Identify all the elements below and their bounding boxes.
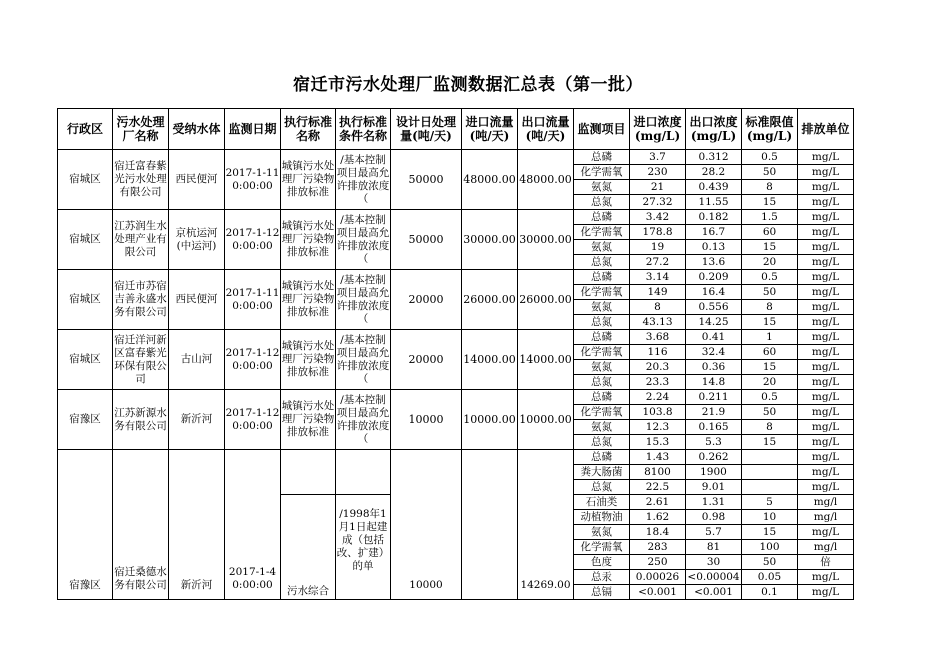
standard-name-cell-text: 城镇污水处理厂污染物排放标准 [281, 160, 335, 198]
item-cell: 总氮 [574, 195, 630, 210]
limit-cell: 15 [742, 525, 798, 540]
limit-cell [742, 480, 798, 495]
col-header: 执行标准名称 [281, 109, 336, 150]
monitor-date-cell-text: 2017-1-12 0:00:00 [225, 346, 280, 372]
limit-cell: 0.5 [742, 270, 798, 285]
district-cell-text: 宿豫区 [69, 578, 101, 591]
item-cell: 氨氮 [574, 180, 630, 195]
col-header: 监测日期 [225, 109, 281, 150]
outlet-conc-cell: 14.25 [686, 315, 742, 330]
unit-cell: mg/L [798, 300, 854, 315]
limit-cell [742, 465, 798, 480]
design-capacity-cell-text: 20000 [408, 293, 444, 306]
item-cell: 总磷 [574, 450, 630, 465]
outlet-conc-cell: 0.262 [686, 450, 742, 465]
standard-condition-cell [336, 270, 391, 330]
outflow-cell-text: 48000.00 [519, 173, 572, 186]
outlet-conc-cell: 0.312 [686, 150, 742, 165]
inlet-conc-cell: 178.8 [630, 225, 686, 240]
item-cell: 化学需氧 [574, 165, 630, 180]
limit-cell: 15 [742, 315, 798, 330]
inlet-conc-cell: 15.3 [630, 435, 686, 450]
monitoring-table [57, 108, 854, 600]
standard-condition-cell-text: /基本控制项目最高允许排放浓度（ [336, 213, 390, 265]
water-body-cell [169, 150, 225, 210]
table-row [58, 150, 854, 165]
outlet-conc-cell: 16.4 [686, 285, 742, 300]
inlet-conc-cell: 283 [630, 540, 686, 555]
outlet-conc-cell: 5.3 [686, 435, 742, 450]
design-capacity-cell [391, 150, 462, 210]
monitor-date-cell [225, 330, 281, 390]
outlet-conc-cell: 0.211 [686, 390, 742, 405]
inlet-conc-cell: 230 [630, 165, 686, 180]
standard-name-text: 污水综合 [287, 585, 329, 597]
inlet-conc-cell: 8 [630, 300, 686, 315]
district-cell-text: 宿豫区 [69, 413, 101, 425]
inlet-conc-cell: 22.5 [630, 480, 686, 495]
design-capacity-cell [391, 450, 462, 600]
limit-cell: 60 [742, 345, 798, 360]
outflow-text: 14269.00 [520, 578, 571, 591]
monitor-date-cell [225, 450, 281, 600]
item-cell: 总汞 [574, 570, 630, 585]
standard-name-cell-text: 城镇污水处理厂污染物排放标准 [281, 280, 335, 318]
outflow-cell [518, 270, 574, 330]
outflow-cell-text: 10000.00 [519, 413, 572, 426]
unit-cell: mg/L [798, 240, 854, 255]
district-cell-text: 宿城区 [69, 173, 101, 185]
inlet-conc-cell: 0.00026 [630, 570, 686, 585]
water-body-cell-text: 西民便河 [175, 293, 218, 305]
inflow-cell-text: 14000.00 [463, 353, 516, 366]
monitor-date-cell-text: 2017-1-12 0:00:00 [225, 406, 280, 432]
unit-cell: mg/L [798, 150, 854, 165]
outflow-cell [518, 150, 574, 210]
monitor-date-cell-text: 2017-1-11 0:00:00 [225, 166, 280, 192]
plant-name-cell [113, 210, 169, 270]
district-cell-text: 宿城区 [69, 353, 101, 365]
table-row [58, 390, 854, 405]
outflow-cell [518, 390, 574, 450]
outlet-conc-cell: <0.001 [686, 585, 742, 600]
outlet-conc-cell: 16.7 [686, 225, 742, 240]
unit-cell: 倍 [798, 555, 854, 570]
limit-cell: 0.5 [742, 150, 798, 165]
standard-name-cell-text: 城镇污水处理厂污染物排放标准 [281, 220, 335, 258]
district-cell-text: 宿城区 [69, 233, 101, 245]
item-cell: 总氮 [574, 435, 630, 450]
design-capacity-cell-text: 50000 [408, 233, 444, 246]
water-body-cell-text: 西民便河 [175, 173, 218, 185]
unit-cell: mg/L [798, 465, 854, 480]
item-cell: 总氮 [574, 480, 630, 495]
outlet-conc-cell: 32.4 [686, 345, 742, 360]
water-body-cell [169, 450, 225, 600]
standard-condition-cell-text: /基本控制项目最高允许排放浓度（ [336, 333, 390, 385]
district-cell [58, 450, 113, 600]
item-cell: 总磷 [574, 330, 630, 345]
standard-name-cell-text: 城镇污水处理厂污染物排放标准 [281, 400, 335, 438]
outlet-conc-cell: 1900 [686, 465, 742, 480]
inlet-conc-cell: 27.32 [630, 195, 686, 210]
standard-condition-cell-text: /基本控制项目最高允许排放浓度（ [336, 273, 390, 325]
design-capacity-cell [391, 210, 462, 270]
unit-cell: mg/L [798, 420, 854, 435]
unit-cell: mg/L [798, 405, 854, 420]
limit-cell: 50 [742, 405, 798, 420]
limit-cell: 1.5 [742, 210, 798, 225]
design-capacity-cell-text: 20000 [408, 353, 444, 366]
water-body-cell-text: 新沂河 [180, 413, 213, 425]
inlet-conc-cell: 3.14 [630, 270, 686, 285]
monitor-date-cell-text: 2017-1-12 0:00:00 [225, 226, 280, 252]
outflow-cell [518, 450, 574, 600]
table-row [58, 270, 854, 285]
item-cell: 总氮 [574, 255, 630, 270]
outlet-conc-cell: 0.165 [686, 420, 742, 435]
monitor-date-cell [225, 210, 281, 270]
unit-cell: mg/L [798, 435, 854, 450]
item-cell: 动植物油 [574, 510, 630, 525]
limit-cell: 8 [742, 300, 798, 315]
limit-cell: 50 [742, 285, 798, 300]
outlet-conc-cell: 0.439 [686, 180, 742, 195]
outlet-conc-cell: 0.13 [686, 240, 742, 255]
limit-cell: 15 [742, 195, 798, 210]
water-body-cell-text: 新沂河 [180, 578, 213, 591]
standard-condition-cell-empty [336, 450, 391, 495]
outlet-conc-cell: 0.36 [686, 360, 742, 375]
design-capacity-cell [391, 390, 462, 450]
outlet-conc-cell: 0.41 [686, 330, 742, 345]
item-cell: 总磷 [574, 390, 630, 405]
inflow-cell-text: 30000.00 [463, 233, 516, 246]
col-header: 污水处理厂名称 [113, 109, 169, 150]
standard-condition-cell [336, 390, 391, 450]
standard-name-cell [281, 270, 336, 330]
unit-cell: mg/L [798, 285, 854, 300]
col-header: 出口浓度(mg/L) [686, 109, 742, 150]
limit-cell: 5 [742, 495, 798, 510]
unit-cell: mg/L [798, 345, 854, 360]
unit-cell: mg/L [798, 225, 854, 240]
inflow-cell [462, 150, 518, 210]
outflow-cell-text: 26000.00 [519, 293, 572, 306]
inflow-cell-text: 10000.00 [463, 413, 516, 426]
inflow-cell [462, 270, 518, 330]
inflow-cell-text: 26000.00 [463, 293, 516, 306]
outlet-conc-cell: 13.6 [686, 255, 742, 270]
inlet-conc-cell: 43.13 [630, 315, 686, 330]
inlet-conc-cell: 149 [630, 285, 686, 300]
district-cell [58, 210, 113, 270]
water-body-cell [169, 270, 225, 330]
standard-condition-text: /1998年1月1日起建成（包括改、扩建）的单 [336, 508, 390, 572]
inlet-conc-cell: <0.001 [630, 585, 686, 600]
standard-name-cell [281, 150, 336, 210]
item-cell: 氨氮 [574, 240, 630, 255]
inlet-conc-cell: 8100 [630, 465, 686, 480]
district-cell [58, 330, 113, 390]
monitor-date-cell [225, 390, 281, 450]
inlet-conc-cell: 3.42 [630, 210, 686, 225]
water-body-cell [169, 330, 225, 390]
unit-cell: mg/L [798, 360, 854, 375]
item-cell: 化学需氧 [574, 285, 630, 300]
plant-name-cell [113, 330, 169, 390]
district-cell-text: 宿城区 [69, 293, 101, 305]
design-capacity-text: 10000 [409, 578, 443, 591]
item-cell: 总氮 [574, 315, 630, 330]
unit-cell: mg/L [798, 525, 854, 540]
col-header: 标准限值(mg/L) [742, 109, 798, 150]
limit-cell: 50 [742, 165, 798, 180]
unit-cell: mg/L [798, 255, 854, 270]
outflow-cell [518, 210, 574, 270]
plant-name-cell [113, 450, 169, 600]
inflow-cell [462, 450, 518, 600]
inlet-conc-cell: 23.3 [630, 375, 686, 390]
plant-name-cell-text: 宿迁洋河新区富春紫光环保有限公司 [114, 333, 167, 385]
plant-name-cell-text: 宿迁富春紫光污水处理有限公司 [114, 160, 167, 198]
district-cell [58, 150, 113, 210]
water-body-cell [169, 390, 225, 450]
standard-condition-cell [336, 210, 391, 270]
unit-cell: mg/L [798, 195, 854, 210]
col-header: 出口流量(吨/天) [518, 109, 574, 150]
col-header: 进口浓度(mg/L) [630, 109, 686, 150]
inflow-cell [462, 210, 518, 270]
unit-cell: mg/L [798, 270, 854, 285]
header-row [58, 109, 854, 150]
unit-cell: mg/L [798, 480, 854, 495]
outlet-conc-cell: 30 [686, 555, 742, 570]
outlet-conc-cell: 21.9 [686, 405, 742, 420]
unit-cell: mg/l [798, 510, 854, 525]
inlet-conc-cell: 21 [630, 180, 686, 195]
standard-name-cell-empty [281, 450, 336, 495]
item-cell: 粪大肠菌 [574, 465, 630, 480]
inlet-conc-cell: 27.2 [630, 255, 686, 270]
outlet-conc-cell: 0.98 [686, 510, 742, 525]
limit-cell: 20 [742, 375, 798, 390]
plant-name-cell-text: 江苏新源水务有限公司 [114, 406, 167, 432]
limit-cell: 50 [742, 555, 798, 570]
inlet-conc-cell: 250 [630, 555, 686, 570]
limit-cell: 10 [742, 510, 798, 525]
unit-cell: mg/L [798, 375, 854, 390]
item-cell: 总氮 [574, 375, 630, 390]
inlet-conc-cell: 103.8 [630, 405, 686, 420]
inlet-conc-cell: 1.62 [630, 510, 686, 525]
outlet-conc-cell: 11.55 [686, 195, 742, 210]
col-header: 进口流量(吨/天) [462, 109, 518, 150]
outlet-conc-cell: 81 [686, 540, 742, 555]
monitor-date-cell [225, 150, 281, 210]
unit-cell: mg/L [798, 165, 854, 180]
table-row [58, 210, 854, 225]
unit-cell: mg/L [798, 315, 854, 330]
table-row [58, 450, 854, 465]
item-cell: 化学需氧 [574, 345, 630, 360]
table-row [58, 330, 854, 345]
item-cell: 氨氮 [574, 420, 630, 435]
outlet-conc-cell: <0.00004 [687, 570, 740, 583]
unit-cell: mg/L [798, 570, 854, 585]
item-cell: 总磷 [574, 150, 630, 165]
standard-name-cell-text: 城镇污水处理厂污染物排放标准 [281, 340, 335, 378]
item-cell: 总磷 [574, 210, 630, 225]
monitor-date-cell-text: 2017-1-11 0:00:00 [225, 286, 280, 312]
col-header: 受纳水体 [169, 109, 225, 150]
inlet-conc-cell: 20.3 [630, 360, 686, 375]
outlet-conc-cell: 0.209 [686, 270, 742, 285]
inlet-conc-cell: 116 [630, 345, 686, 360]
outlet-conc-cell: 0.182 [686, 210, 742, 225]
inlet-conc-cell: 3.7 [630, 150, 686, 165]
inflow-cell-text: 48000.00 [463, 173, 516, 186]
outflow-cell [518, 330, 574, 390]
unit-cell: mg/L [798, 330, 854, 345]
limit-cell: 8 [742, 180, 798, 195]
outflow-cell-text: 30000.00 [519, 233, 572, 246]
inflow-cell [462, 330, 518, 390]
limit-cell: 15 [742, 360, 798, 375]
outlet-conc-cell: 5.7 [686, 525, 742, 540]
district-cell [58, 270, 113, 330]
standard-condition-cell [336, 330, 391, 390]
plant-name-cell-text: 宿迁市苏宿吉善永盛水务有限公司 [114, 280, 167, 318]
limit-cell: 0.05 [742, 570, 798, 585]
standard-name-cell [281, 210, 336, 270]
monitor-date-cell-text: 2017-1-4 0:00:00 [228, 565, 277, 591]
limit-cell: 100 [742, 540, 798, 555]
col-header: 监测项目 [574, 109, 630, 150]
item-cell: 色度 [574, 555, 630, 570]
unit-cell: mg/l [798, 495, 854, 510]
item-cell: 总磷 [574, 270, 630, 285]
item-cell: 化学需氧 [574, 405, 630, 420]
item-cell: 氨氮 [574, 525, 630, 540]
standard-condition-cell [336, 150, 391, 210]
item-cell: 化学需氧 [574, 540, 630, 555]
col-header: 行政区 [58, 109, 113, 150]
design-capacity-cell-text: 50000 [408, 173, 444, 186]
col-header: 排放单位 [798, 109, 854, 150]
plant-name-cell [113, 270, 169, 330]
plant-name-cell [113, 150, 169, 210]
item-cell: 氨氮 [574, 360, 630, 375]
limit-cell: 0.1 [742, 585, 798, 600]
report-title: 宿迁市污水处理厂监测数据汇总表（第一批） [293, 75, 643, 95]
limit-cell: 20 [742, 255, 798, 270]
plant-name-cell [113, 390, 169, 450]
limit-cell: 0.5 [742, 390, 798, 405]
unit-cell: mg/L [798, 390, 854, 405]
water-body-cell-text: 京杭运河(中运河) [175, 226, 218, 252]
col-header: 执行标准条件名称 [336, 109, 391, 150]
inlet-conc-cell: 18.4 [630, 525, 686, 540]
outlet-conc-cell: 28.2 [686, 165, 742, 180]
design-capacity-cell [391, 270, 462, 330]
limit-cell: 15 [742, 435, 798, 450]
plant-name-cell-text: 江苏润生水处理产业有限公司 [114, 220, 167, 258]
item-cell: 氨氮 [574, 300, 630, 315]
outlet-conc-cell: 9.01 [686, 480, 742, 495]
monitor-date-cell [225, 270, 281, 330]
design-capacity-cell [391, 330, 462, 390]
outlet-conc-cell: 14.8 [686, 375, 742, 390]
inlet-conc-cell: 2.61 [630, 495, 686, 510]
water-body-cell [169, 210, 225, 270]
inlet-conc-cell: 3.68 [630, 330, 686, 345]
outflow-cell-text: 14000.00 [519, 353, 572, 366]
outlet-conc-cell: 0.556 [686, 300, 742, 315]
inlet-conc-cell: 19 [630, 240, 686, 255]
limit-cell: 8 [742, 420, 798, 435]
inlet-conc-cell: 1.43 [630, 450, 686, 465]
standard-condition-cell-text: /基本控制项目最高允许排放浓度（ [336, 393, 390, 445]
limit-cell [742, 450, 798, 465]
limit-cell: 15 [742, 240, 798, 255]
limit-cell: 1 [742, 330, 798, 345]
standard-name-cell [281, 390, 336, 450]
outlet-conc-cell: 1.31 [686, 495, 742, 510]
item-cell: 石油类 [574, 495, 630, 510]
plant-name-cell-text: 宿迁桑德水务有限公司 [114, 565, 167, 591]
water-body-cell-text: 古山河 [180, 353, 213, 365]
design-capacity-cell-text: 10000 [408, 413, 444, 426]
inlet-conc-cell: 2.24 [630, 390, 686, 405]
unit-cell: mg/L [798, 450, 854, 465]
item-cell: 化学需氧 [574, 225, 630, 240]
standard-name-cell [281, 330, 336, 390]
unit-cell: mg/L [798, 180, 854, 195]
district-cell [58, 390, 113, 450]
item-cell: 总镉 [574, 585, 630, 600]
unit-cell: mg/L [798, 210, 854, 225]
unit-cell: mg/l [798, 540, 854, 555]
inflow-cell [462, 390, 518, 450]
standard-condition-cell [336, 495, 391, 600]
unit-cell: mg/L [798, 585, 854, 600]
limit-cell: 60 [742, 225, 798, 240]
standard-name-cell [281, 495, 336, 600]
col-header: 设计日处理量(吨/天) [391, 109, 462, 150]
standard-condition-cell-text: /基本控制项目最高允许排放浓度（ [336, 153, 390, 205]
inlet-conc-cell: 12.3 [630, 420, 686, 435]
